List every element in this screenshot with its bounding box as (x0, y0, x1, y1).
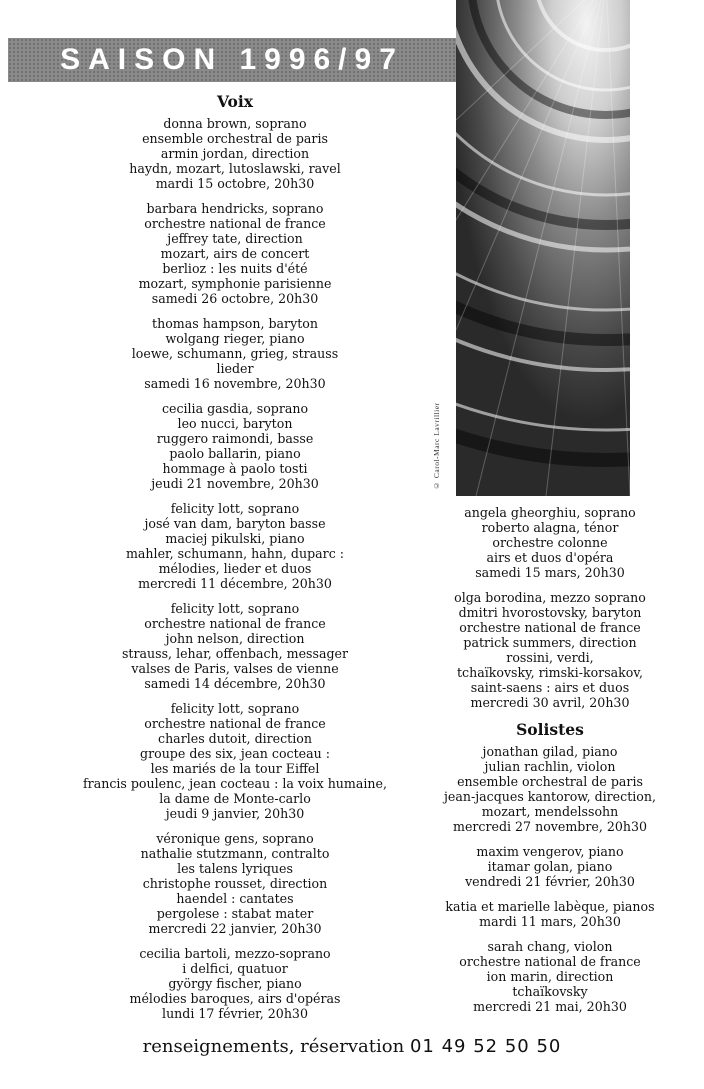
concert-line: itamar golan, piano (487, 859, 613, 874)
concert-line: julian rachlin, violon (484, 759, 616, 774)
concert-line: katia et marielle labèque, pianos (445, 899, 655, 914)
concert-line: la dame de Monte-carlo (159, 791, 311, 806)
concert-line: patrick summers, direction (463, 635, 637, 650)
season-banner: SAISON 1996/97 (8, 38, 456, 82)
phone-number: 01 49 52 50 50 (409, 1036, 562, 1057)
concert-line: airs et duos d'opéra (486, 550, 614, 565)
concert-entry (40, 401, 430, 491)
concert-line: valses de Paris, valses de vienne (131, 661, 339, 676)
voix-continued-list (400, 505, 700, 710)
solistes-list (400, 744, 700, 1014)
concert-entry (40, 601, 430, 691)
concert-line: groupe des six, jean cocteau : (140, 746, 330, 761)
concert-line: ruggero raimondi, basse (156, 431, 314, 446)
concert-line: mélodies, lieder et duos (158, 561, 312, 576)
concert-line: thomas hampson, baryton (152, 316, 318, 331)
concert-line: mercredi 21 mai, 20h30 (473, 999, 627, 1014)
reservation-footer (0, 1036, 704, 1057)
concert-entry (40, 316, 430, 391)
concert-line: ensemble orchestral de paris (457, 774, 643, 789)
concert-entry (400, 844, 700, 889)
concert-line: berlioz : les nuits d'été (162, 261, 308, 276)
concert-line: wolgang rieger, piano (165, 331, 305, 346)
concert-line: nathalie stutzmann, contralto (140, 846, 330, 861)
concert-line: tchaïkovsky, rimski-korsakov, (456, 665, 644, 680)
concert-entry (400, 505, 700, 580)
concert-line: les mariés de la tour Eiffel (150, 761, 320, 776)
concert-line: angela gheorghiu, soprano (464, 505, 636, 520)
concert-line: saint-saens : airs et duos (470, 680, 630, 695)
theatre-dome-illustration (456, 0, 630, 496)
concert-line: felicity lott, soprano (170, 701, 300, 716)
concert-line: lundi 17 février, 20h30 (162, 1006, 308, 1021)
concert-line: francis poulenc, jean cocteau : la voix humaine, (83, 776, 387, 791)
section-title-solistes: Solistes (516, 720, 584, 739)
concert-line: jeudi 9 janvier, 20h30 (165, 806, 305, 821)
concert-line: leo nucci, baryton (177, 416, 293, 431)
photo-credit: © Carol-Marc Lavrillier (432, 402, 441, 490)
concert-entry (400, 590, 700, 710)
concert-line: jeffrey tate, direction (167, 231, 303, 246)
concert-line: armin jordan, direction (160, 146, 310, 161)
concert-line: mercredi 27 novembre, 20h30 (453, 819, 647, 834)
voix-list (40, 116, 430, 1021)
concert-line: jean-jacques kantorow, direction, (444, 789, 656, 804)
concert-line: haydn, mozart, lutoslawski, ravel (129, 161, 341, 176)
concert-line: mozart, mendelssohn (481, 804, 619, 819)
concert-entry (40, 116, 430, 191)
concert-line: tchaïkovsky (512, 984, 588, 999)
voix-column (40, 92, 430, 1031)
concert-line: roberto alagna, ténor (481, 520, 619, 535)
concert-line: mardi 11 mars, 20h30 (479, 914, 621, 929)
concert-line: maxim vengerov, piano (476, 844, 624, 859)
concert-line: samedi 15 mars, 20h30 (475, 565, 625, 580)
concert-line: josé van dam, baryton basse (144, 516, 326, 531)
concert-line: donna brown, soprano (163, 116, 307, 131)
concert-line: orchestre national de france (459, 620, 641, 635)
concert-line: mercredi 11 décembre, 20h30 (138, 576, 332, 591)
theatre-photo (456, 0, 630, 496)
concert-line: barbara hendricks, soprano (146, 201, 324, 216)
concert-line: maciej pikulski, piano (165, 531, 305, 546)
concert-line: orchestre national de france (144, 216, 326, 231)
concert-line: samedi 26 octobre, 20h30 (151, 291, 319, 306)
concert-line: felicity lott, soprano (170, 601, 300, 616)
concert-line: i delfici, quatuor (182, 961, 288, 976)
concert-line: mozart, symphonie parisienne (138, 276, 332, 291)
concert-line: samedi 14 décembre, 20h30 (144, 676, 326, 691)
concert-line: samedi 16 novembre, 20h30 (144, 376, 326, 391)
concert-line: olga borodina, mezzo soprano (454, 590, 646, 605)
concert-entry (40, 946, 430, 1021)
concert-line: hommage à paolo tosti (162, 461, 308, 476)
concert-line: mahler, schumann, hahn, duparc : (125, 546, 344, 561)
concert-line: véronique gens, soprano (156, 831, 314, 846)
concert-line: cecilia gasdia, soprano (161, 401, 309, 416)
concert-entry (40, 501, 430, 591)
concert-entry (40, 701, 430, 821)
concert-line: dmitri hvorostovsky, baryton (458, 605, 642, 620)
concert-line: orchestre national de france (459, 954, 641, 969)
right-column (400, 505, 700, 1024)
concert-line: charles dutoit, direction (158, 731, 312, 746)
concert-line: pergolese : stabat mater (156, 906, 314, 921)
concert-line: rossini, verdi, (506, 650, 594, 665)
concert-line: haendel : cantates (176, 891, 294, 906)
concert-line: paolo ballarin, piano (169, 446, 301, 461)
concert-line: felicity lott, soprano (170, 501, 300, 516)
concert-line: sarah chang, violon (487, 939, 613, 954)
section-title-voix: Voix (216, 92, 254, 111)
concert-line: mozart, airs de concert (160, 246, 310, 261)
concert-line: john nelson, direction (165, 631, 305, 646)
concert-line: mélodies baroques, airs d'opéras (129, 991, 341, 1006)
concert-line: mardi 15 octobre, 20h30 (155, 176, 315, 191)
concert-line: orchestre colonne (492, 535, 608, 550)
concert-line: györgy fischer, piano (168, 976, 302, 991)
concert-entry (400, 899, 700, 929)
concert-line: mercredi 30 avril, 20h30 (470, 695, 630, 710)
concert-line: jeudi 21 novembre, 20h30 (151, 476, 319, 491)
concert-line: orchestre national de france (144, 616, 326, 631)
concert-line: jonathan gilad, piano (482, 744, 618, 759)
concert-line: ion marin, direction (486, 969, 614, 984)
concert-line: vendredi 21 février, 20h30 (465, 874, 635, 889)
footer-label: renseignements, réservation (142, 1036, 405, 1057)
concert-line: christophe rousset, direction (142, 876, 328, 891)
concert-line: les talens lyriques (177, 861, 293, 876)
concert-line: ensemble orchestral de paris (142, 131, 328, 146)
concert-line: loewe, schumann, grieg, strauss (131, 346, 339, 361)
concert-line: lieder (216, 361, 254, 376)
concert-line: mercredi 22 janvier, 20h30 (148, 921, 322, 936)
concert-entry (400, 939, 700, 1014)
concert-entry (40, 201, 430, 306)
concert-line: strauss, lehar, offenbach, messager (121, 646, 349, 661)
concert-entry (400, 744, 700, 834)
concert-line: cecilia bartoli, mezzo-soprano (139, 946, 331, 961)
concert-line: orchestre national de france (144, 716, 326, 731)
concert-entry (40, 831, 430, 936)
